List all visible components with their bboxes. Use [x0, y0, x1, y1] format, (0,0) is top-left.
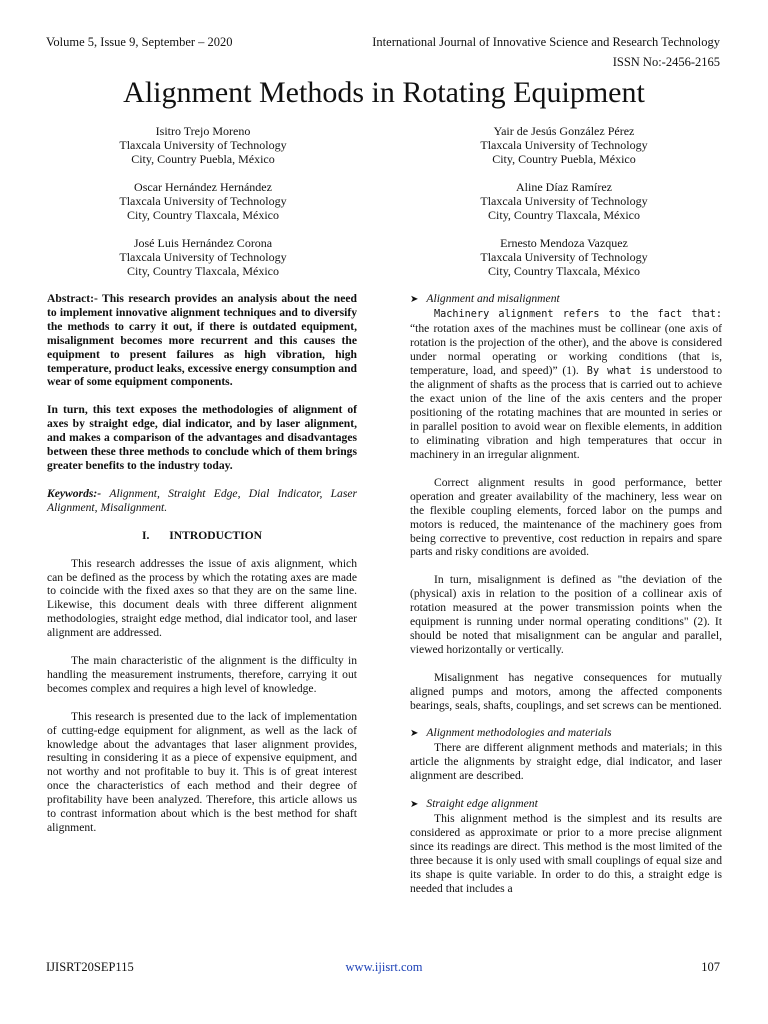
- author-name: Yair de Jesús González Pérez: [493, 124, 635, 138]
- abstract-text: This research provides an analysis about the need to implement innovative alignment techniques and to diversify the methods to carry it out, if there is outdated equipment, misalignment becomes more recurrent and this causes the equipment to present failures as high vibration, high temperature, product leaks, excessive energy consumption and wear of some equipment components.: [47, 292, 357, 389]
- author-block: [63, 236, 343, 278]
- intro-paragraph-2: The main characteristic of the alignment is the difficulty in handling the measurement instruments, therefore, carrying it out becomes complex and requires a high level of knowledge.: [47, 654, 357, 695]
- right-paragraph-1: [410, 307, 722, 462]
- journal-name: International Journal of Innovative Science and Research Technology: [372, 35, 720, 49]
- abstract-paragraph-2: In turn, this text exposes the methodologies of alignment of axes by straight edge, dial indicator, and by laser alignment, and makes a comparison of the advantages and disadvantages between these three methods to conclude which of them brings greater benefits to the industry today.: [47, 403, 357, 472]
- author-block: [63, 124, 343, 166]
- keywords-label: Keywords:-: [47, 486, 102, 500]
- issn: ISSN No:-2456-2165: [612, 55, 720, 69]
- intro-paragraph-3: This research is presented due to the lack of implementation of cutting-edge equipment for alignment, as well as the lack of knowledge about the advantages that laser alignment provides, resulting in considering it as a piece of expensive equipment, and not worthy and not profitable to buy it. This is of great interest once the characteristics of each method and their degree of profitability have been analyzed. Therefore, this article allows us to contrast information about which is the best method for shaft alignment.: [47, 709, 357, 834]
- paragraph-text: understood to the alignment of shafts as the process that is carried out to achieve the exact union of the line of the axis centers and the proper positioning of the rotating machines that are mounted in series or in parallel position to avoid wear on flexible elements, in addition to eliminating vibration and high temperatures that occur in machinery in an irregular alignment.: [410, 363, 722, 461]
- author-name: Ernesto Mendoza Vazquez: [500, 236, 628, 250]
- author-name: Isitro Trejo Moreno: [155, 124, 251, 138]
- author-location: City, Country Tlaxcala, México: [488, 208, 640, 222]
- page-number: 107: [701, 960, 720, 974]
- left-column: [47, 292, 357, 835]
- journal-url-link[interactable]: www.ijisrt.com: [345, 960, 423, 974]
- subheading-methodologies: ➤ Alignment methodologies and materials: [410, 726, 612, 740]
- abstract-label: Abstract:-: [47, 292, 98, 305]
- mono-text: By what is: [578, 365, 652, 377]
- arrow-bullet-icon: ➤: [410, 294, 419, 305]
- subheading-straight-edge: ➤ Straight edge alignment: [410, 797, 538, 811]
- mono-text: Machinery alignment refers to the fact that:: [434, 308, 722, 320]
- author-affiliation: Tlaxcala University of Technology: [480, 194, 648, 208]
- author-affiliation: Tlaxcala University of Technology: [119, 138, 287, 152]
- volume-info: Volume 5, Issue 9, September – 2020: [46, 35, 233, 49]
- right-column: [410, 292, 722, 895]
- abstract: [47, 292, 357, 389]
- author-affiliation: Tlaxcala University of Technology: [480, 138, 648, 152]
- author-affiliation: Tlaxcala University of Technology: [119, 250, 287, 264]
- right-paragraph-2: Correct alignment results in good performance, better operation and greater availability of the machinery, less wear on the flexible coupling elements, forced labor on the pumps and motors is reduced, the maintenance of the machinery goes from being corrective to preventive, cost reduction in repairs and spare parts and risky conditions are avoided.: [410, 475, 722, 559]
- keywords: [47, 487, 357, 515]
- paragraph-text: “the rotation axes of the machines must be collinear (one axis of rotation is the projection of the other), and the above is considered under normal operating or working conditions (that is, temperature, load, and speed)” (1).: [410, 321, 722, 377]
- section-heading: [47, 529, 357, 543]
- section-title: INTRODUCTION: [169, 528, 262, 542]
- intro-paragraph-1: This research addresses the issue of axis alignment, which can be defined as the process by which the rotating axes are made to coincide with the fixed axes so that they are on the same line. Likewise, this document deals with three different alignment methodologies, straight edge method, dial indicator tool, and laser alignment are addressed.: [47, 556, 357, 640]
- author-block: [63, 180, 343, 222]
- author-block: [424, 124, 704, 166]
- author-affiliation: Tlaxcala University of Technology: [119, 194, 287, 208]
- right-paragraph-4: Misalignment has negative consequences for mutually aligned pumps and motors, among the affected components bearings, seals, shafts, couplings, and set screws can be mentioned.: [410, 670, 722, 712]
- author-name: José Luis Hernández Corona: [133, 236, 273, 250]
- arrow-bullet-icon: ➤: [410, 799, 419, 811]
- paper-title: Alignment Methods in Rotating Equipment: [123, 76, 645, 109]
- author-name: Oscar Hernández Hernández: [134, 180, 272, 194]
- author-location: City, Country Tlaxcala, México: [488, 264, 640, 278]
- right-paragraph-5: There are different alignment methods and materials; in this article the alignments by straight edge, dial indicator, and laser alignment are described.: [410, 741, 722, 783]
- section-number: I.: [142, 528, 150, 542]
- author-block: [424, 236, 704, 278]
- author-location: City, Country Puebla, México: [131, 152, 275, 166]
- author-block: [424, 180, 704, 222]
- right-paragraph-6: This alignment method is the simplest and its results are considered as approximate or prior to a more precise alignment since its readings are direct. This method is the most limited of the three because it is only used with small couplings of equal size and its shape is quite variable. In order to do this, a straight edge is needed that includes a: [410, 812, 722, 895]
- subheading-alignment-misalignment: ➤ Alignment and misalignment: [410, 292, 560, 305]
- paper-code: IJISRT20SEP115: [46, 960, 134, 974]
- right-paragraph-3: In turn, misalignment is defined as "the deviation of the (physical) axis in relation to the position of a collinear axis of rotation measured at the power transmission points when the equipment is running under normal operating conditions" (2). It should be noted that misalignment can be angular and parallel, viewed horizontally or vertically.: [410, 573, 722, 656]
- author-location: City, Country Tlaxcala, México: [127, 208, 279, 222]
- author-affiliation: Tlaxcala University of Technology: [480, 250, 648, 264]
- keywords-text: Alignment, Straight Edge, Dial Indicator, Laser Alignment, Misalignment.: [47, 486, 357, 514]
- author-location: City, Country Puebla, México: [492, 152, 636, 166]
- arrow-bullet-icon: ➤: [410, 728, 419, 740]
- author-location: City, Country Tlaxcala, México: [127, 264, 279, 278]
- author-name: Aline Díaz Ramírez: [516, 180, 612, 194]
